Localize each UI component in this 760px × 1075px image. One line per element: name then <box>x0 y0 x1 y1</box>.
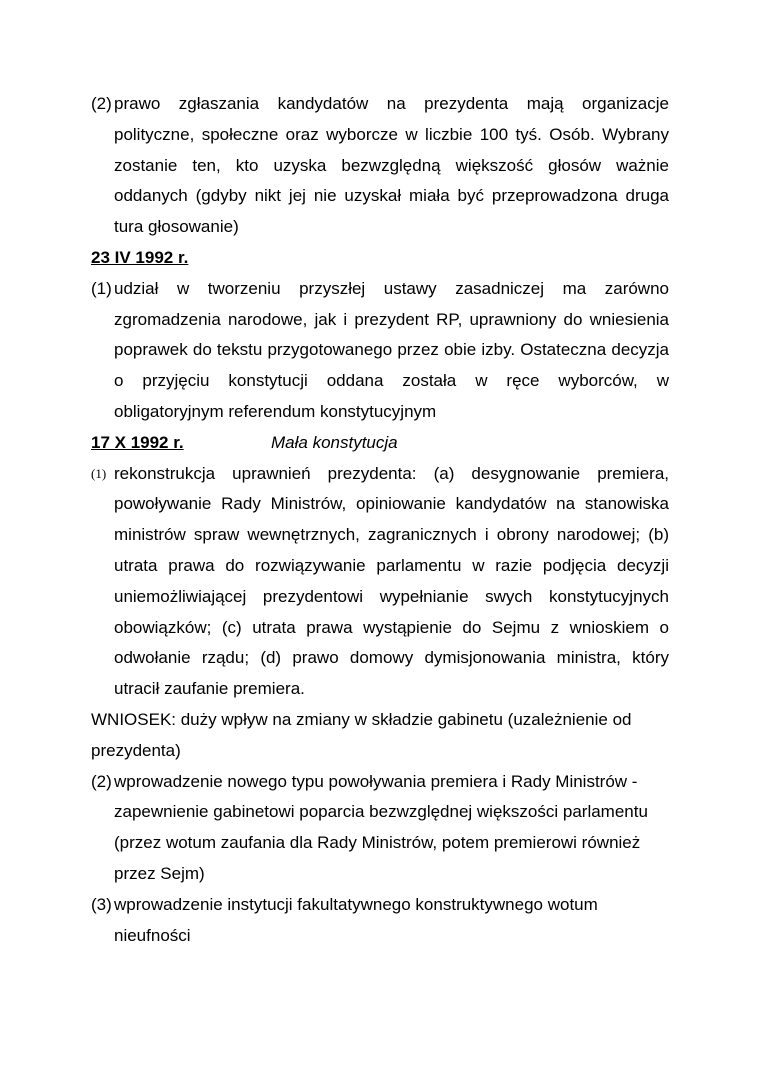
list-item <box>91 89 669 243</box>
section-subtitle: Mała konstytucja <box>271 432 398 452</box>
item-number: (2) <box>91 94 112 113</box>
conclusion-paragraph: WNIOSEK: duży wpływ na zmiany w składzie gabinetu (uzależnienie od prezydenta) <box>91 709 632 760</box>
item-number: (2) <box>91 771 112 791</box>
item-text: wprowadzenie nowego typu powoływania premiera i Rady Ministrów - zapewnienie gabinetowi poparcia bezwzględnej większości parlamentu (przez wotum zaufania dla Rady Ministrów, potem premierowi również przez Sejm) <box>114 771 648 883</box>
section-heading <box>91 428 669 459</box>
item-text: wprowadzenie instytucji fakultatywnego konstruktywnego wotum nieufności <box>114 894 598 945</box>
date-heading: 17 X 1992 r. <box>91 432 184 452</box>
list-item <box>91 459 669 705</box>
list-item <box>91 890 669 952</box>
document-page <box>91 89 669 951</box>
item-text: udział w tworzeniu przyszłej ustawy zasadniczej ma zarówno zgromadzenia narodowe, jak i prezydent RP, uprawniony do wniesienia poprawek do tekstu przygotowanego przez obie izby. Ostateczna decyzja o przyjęciu konstytucji oddana została w ręce wyborców, w obligatoryjnym referendum konstytucyjnym <box>114 278 669 421</box>
item-number: (3) <box>91 894 112 914</box>
item-number: (1) <box>91 278 112 298</box>
list-item <box>91 274 669 428</box>
item-number: (1) <box>91 465 107 481</box>
date-heading: 23 IV 1992 r. <box>91 247 189 267</box>
section-heading <box>91 243 669 274</box>
item-text: prawo zgłaszania kandydatów na prezydenta mają organizacje polityczne, społeczne oraz wyborcze w liczbie 100 tyś. Osób. Wybrany zostanie ten, kto uzyska bezwzględną większość głosów ważnie oddanych (gdyby nikt jej nie uzyskał miała być przeprowadzona druga tura głosowanie) <box>114 94 669 237</box>
item-text: rekonstrukcja uprawnień prezydenta: (a) desygnowanie premiera, powoływanie Rady Ministrów, opiniowanie kandydatów na stanowiska ministrów spraw wewnętrznych, zagranicznych i obrony narodowej; (b) utrata prawa do rozwiązywanie parlamentu w razie podjęcia decyzji uniemożliwiającej prezydentowi wypełnianie swych konstytucyjnych obowiązków; (c) utrata prawa wystąpienie do Sejmu z wnioskiem o odwołanie rządu; (d) prawo domowy dymisjonowania ministra, który utracił zaufanie premiera. <box>114 463 669 699</box>
list-item <box>91 767 669 890</box>
